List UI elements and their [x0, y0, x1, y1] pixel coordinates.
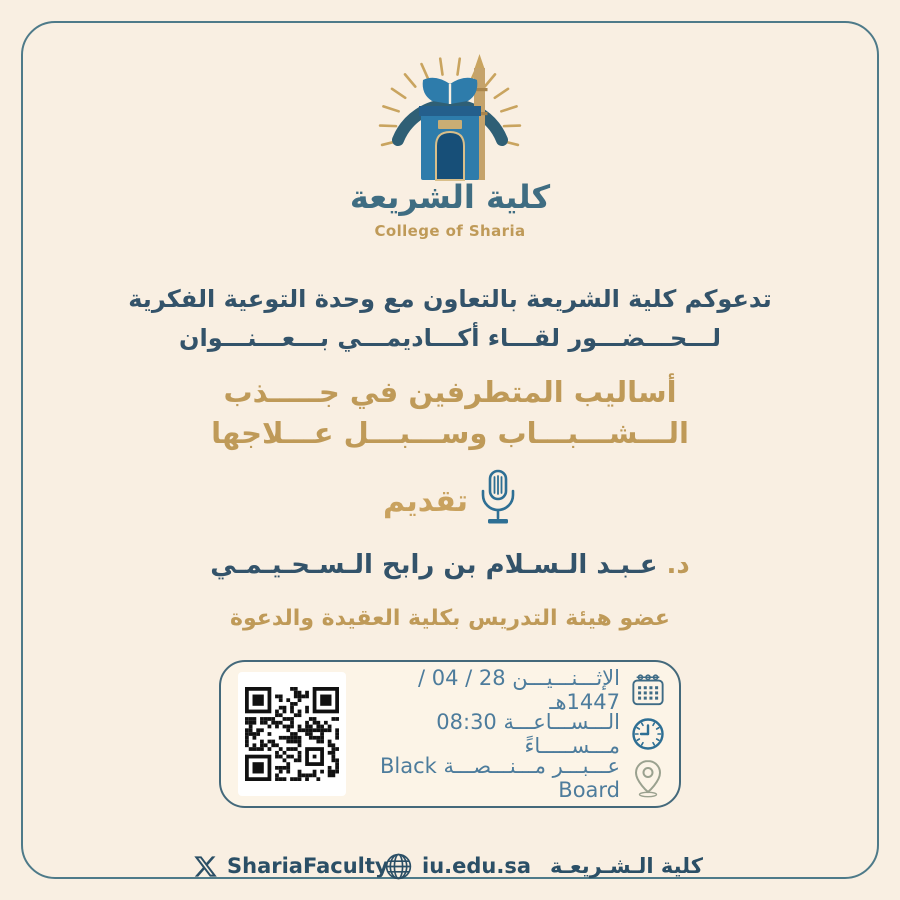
college-name-english: College of Sharia: [374, 222, 526, 240]
college-name-calligraphy: كلية الشريعة: [349, 178, 551, 216]
invitation-line-1: تدعوكم كلية الشريعة بالتعاون مع وحدة التوعية الفكرية: [128, 285, 772, 313]
map-pin-icon: [630, 758, 666, 798]
microphone-icon: [479, 469, 517, 527]
website-text: iu.edu.sa: [422, 854, 531, 878]
website-link[interactable]: [384, 850, 531, 882]
calendar-icon: [630, 673, 666, 707]
qr-code: [245, 687, 339, 781]
presentation-label: تقديم: [383, 483, 468, 519]
presenter-name-row: [0, 550, 900, 580]
time-row: [352, 710, 666, 758]
event-details-rows: [346, 666, 679, 802]
event-details-card: [219, 660, 681, 808]
event-time: الـــســـاعـــة 08:30 مـــســـــاءً: [436, 710, 620, 758]
twitter-handle-text: ShariaFaculty: [227, 854, 389, 878]
presenter-title: عضو هيئة التدريس بكلية العقيدة والدعوة: [230, 606, 670, 631]
qr-code-box: [238, 672, 346, 796]
event-platform: عـــبـــر مـــنـــصـــة Black Board: [380, 754, 620, 802]
event-title-line-1: أساليب المتطرفين في جـــــذب: [223, 375, 677, 409]
invitation-text: [0, 280, 900, 358]
platform-row: [352, 754, 666, 802]
globe-icon: [384, 852, 413, 881]
event-title: [0, 372, 900, 454]
event-date: الإثـــنـــيـــن 28 / 04 / 1447هـ: [417, 666, 620, 714]
university-emblem-icon: [360, 52, 540, 182]
footer-college-name: كلية الـشـريعـة: [550, 854, 703, 878]
presenter-name: عـبـد الـسـلام بن رابح الـسـحـيـمـي: [210, 550, 658, 580]
x-logo-icon: [193, 854, 218, 879]
presenter-prefix: د.: [666, 550, 690, 580]
invitation-line-2: لـــحـــضـــور لقـــاء أكـــاديمـــي بـــعـــنـــوان: [179, 324, 721, 352]
twitter-handle[interactable]: [193, 850, 389, 882]
presentation-row: [0, 466, 900, 530]
date-row: [352, 666, 666, 714]
event-title-line-2: الـــشـــبـــاب وســـبـــل عـــلاجها: [211, 416, 689, 450]
clock-icon: [630, 716, 666, 752]
